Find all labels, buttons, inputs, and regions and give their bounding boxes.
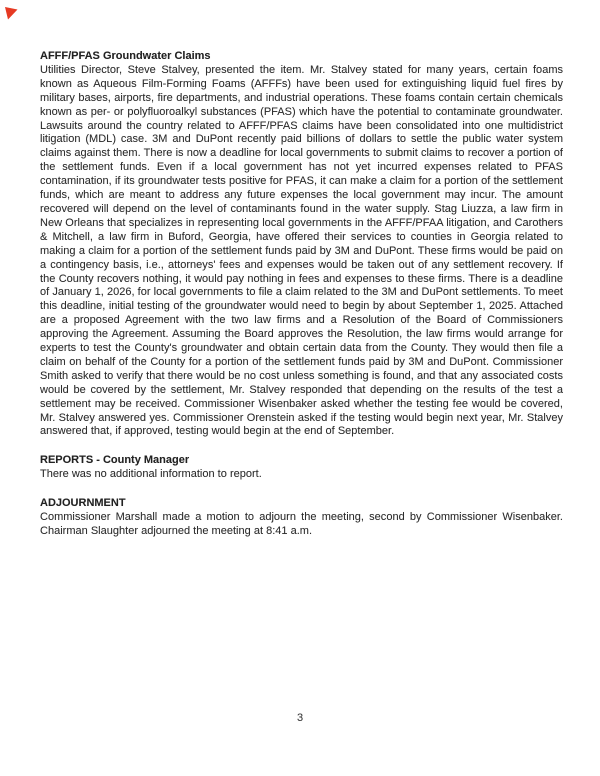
section-adjournment [40, 497, 563, 539]
section-body-adjournment: Commissioner Marshall made a motion to adjourn the meeting, second by Commissioner Wisenbaker. Chairman Slaughter adjourned the meeting at 8:41 a.m. [40, 511, 563, 537]
red-triangle-marker-icon [5, 7, 18, 20]
section-heading-afff-pfas: AFFF/PFAS Groundwater Claims [40, 50, 211, 62]
section-reports [40, 454, 563, 482]
section-heading-adjournment: ADJOURNMENT [40, 497, 126, 510]
section-afff-pfas [40, 50, 563, 439]
section-body-reports: There was no additional information to report. [40, 468, 262, 481]
section-heading-reports: REPORTS - County Manager [40, 454, 190, 467]
page-number: 3 [296, 712, 304, 724]
section-body-afff-pfas: Utilities Director, Steve Stalvey, presented the item. Mr. Stalvey stated for many years, certain foams known as Aqueous Film-Forming Foams (AFFFs) have been used for extinguishing liquid fuel fires by military bases, airports, fire departments, and industrial operations. These foams contain certain chemicals known as per- or polyfluoroalkyl substances (PFAS) which have the potential to contaminate groundwater. Lawsuits around the country related to AFFF/PFAS claims have been consolidated into one multidistrict litigation (MDL) case. 3M and DuPont recently paid billions of dollars to settle the public water system claims against them. There is now a deadline for local governments to submit claims to recover a portion of the settlement funds. Even if a local government has not yet incurred expenses related to PFAS contamination, if its groundwater tests positive for PFAS, it can make a claim for a portion of the settlement funds, which are meant to address any future expenses the local government may incur. The amount recovered will depend on the level of contaminants found in the water supply. Stag Liuzza, a law firm in New Orleans that specializes in representing local governments in the AFFF/PFAA litigation, and Carothers & Mitchell, a law firm in Buford, Georgia, have offered their services to counties in Georgia related to making a claim for a portion of the settlement funds paid by 3M and DuPont. These firms would be paid on a contingency basis, i.e., attorneys' fees and expenses would be taken out of any settlement recovery. If the County recovers nothing, it would pay nothing in fees and expenses to these firms. There is a deadline of January 1, 2026, for local governments to file a claim related to the 3M and DuPont settlements. To meet this deadline, initial testing of the groundwater would need to begin by about September 1, 2025. Attached are a proposed Agreement with the two law firms and a Resolution of the Board of Commissioners approving the Agreement. Assuming the Board approves the Resolution, the law firms would arrange for experts to test the County's groundwater and obtain certain data from the County. They would then file a claim on behalf of the County for a portion of the settlement funds paid by 3M and DuPont. Commissioner Smith asked to verify that there would be no cost unless something is found, and that any associated costs would be covered by the settlement, Mr. Stalvey responded that depending on the results of the test a settlement may be received. Commissioner Wisenbaker asked whether the testing fee would be covered, Mr. Stalvey answered yes. Commissioner Orenstein asked if the testing would begin next year, Mr. Stalvey answered that, if approved, testing would begin at the end of September. [40, 63, 563, 438]
